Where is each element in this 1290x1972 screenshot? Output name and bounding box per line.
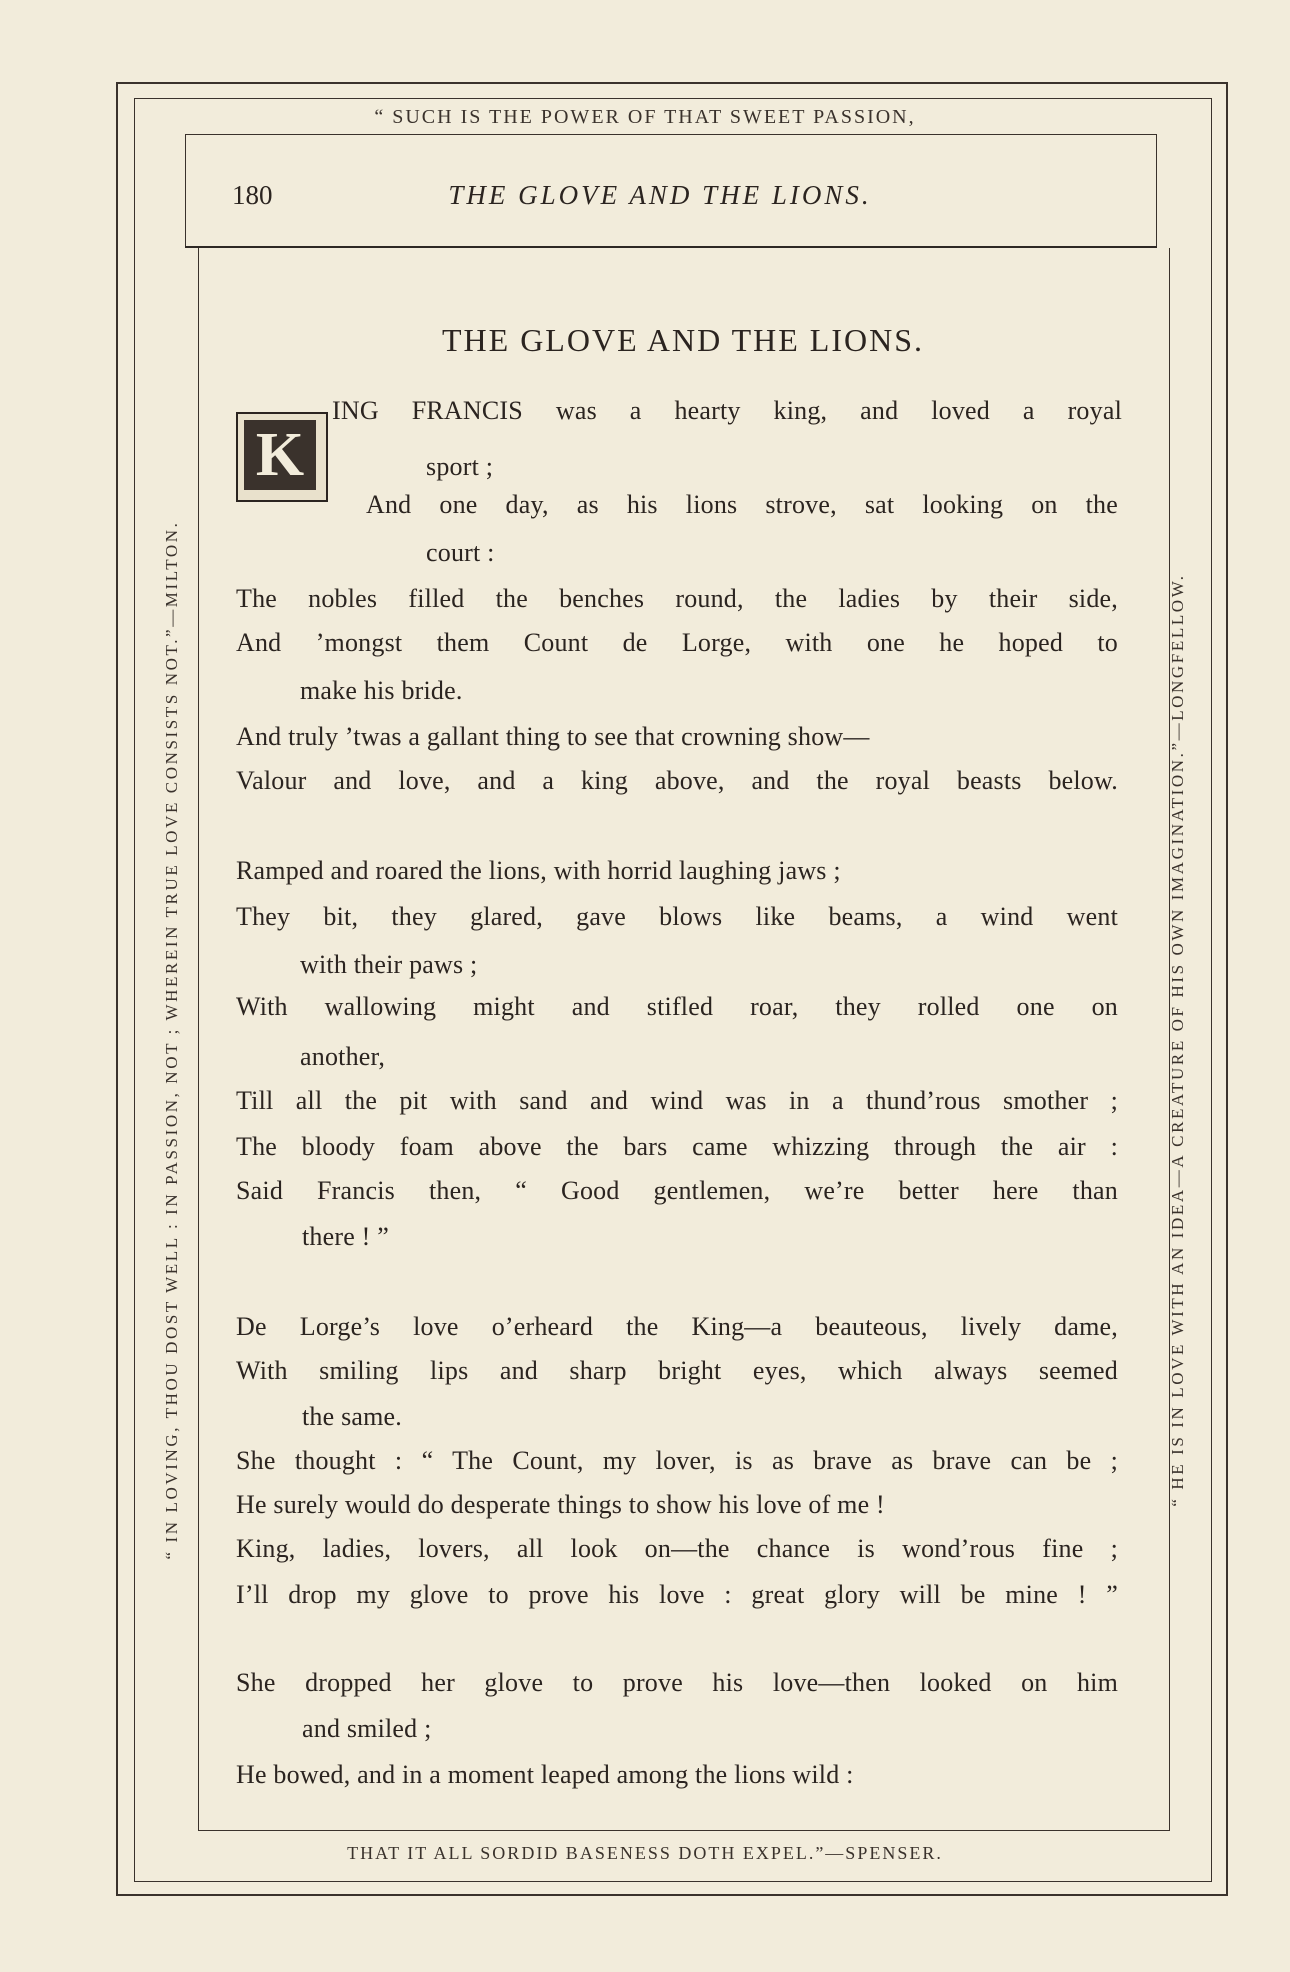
poem-line: She thought : “ The Count, my lover, is as brave as brave can be ;	[236, 1446, 1118, 1475]
poem-line: Said Francis then, “ Good gentlemen, we’re better here than	[236, 1176, 1118, 1205]
left-margin-quote: “ IN LOVING, THOU DOST WELL : IN PASSION, NOT ; WHEREIN TRUE LOVE CONSISTS NOT.”—MILTON.	[162, 520, 181, 1560]
poem-line: And truly ’twas a gallant thing to see that crowning show—	[236, 722, 870, 751]
poem-line: make his bride.	[300, 676, 463, 705]
poem-line: with their paws ;	[300, 950, 478, 979]
poem-line: With smiling lips and sharp bright eyes, which always seemed	[236, 1356, 1118, 1385]
poem-line: there ! ”	[302, 1222, 389, 1251]
poem-line: He surely would do desperate things to show his love of me !	[236, 1490, 885, 1519]
poem-title: THE GLOVE AND THE LIONS.	[441, 322, 925, 358]
page-number: 180	[232, 180, 273, 210]
poem-line: Ramped and roared the lions, with horrid laughing jaws ;	[236, 856, 841, 885]
poem-line: And ’mongst them Count de Lorge, with one he hoped to	[236, 628, 1118, 657]
poem-line: The nobles filled the benches round, the ladies by their side,	[236, 584, 1118, 613]
running-title: THE GLOVE AND THE LIONS.	[448, 180, 872, 210]
poem-line: ING FRANCIS was a hearty king, and loved a royal	[332, 396, 1122, 425]
poem-line: King, ladies, lovers, all look on—the chance is wond’rous fine ;	[236, 1534, 1118, 1563]
poem-line: With wallowing might and stifled roar, they rolled one on	[236, 992, 1118, 1021]
poem-line: Valour and love, and a king above, and the royal beasts below.	[236, 766, 1118, 795]
poem-line: the same.	[302, 1402, 402, 1431]
poem-line: De Lorge’s love o’erheard the King—a beauteous, lively dame,	[236, 1312, 1118, 1341]
poem-line: I’ll drop my glove to prove his love : great glory will be mine ! ”	[236, 1580, 1118, 1609]
poem-line: sport ;	[426, 452, 494, 481]
poem-line: The bloody foam above the bars came whizzing through the air :	[236, 1132, 1118, 1161]
bottom-margin-quote: THAT IT ALL SORDID BASENESS DOTH EXPEL.”—SPENSER.	[347, 1843, 943, 1863]
poem-line: and smiled ;	[302, 1714, 432, 1743]
drop-cap-letter: K	[244, 420, 316, 490]
poem-line: He bowed, and in a moment leaped among the lions wild :	[236, 1760, 854, 1789]
poem-line: They bit, they glared, gave blows like beams, a wind went	[236, 902, 1118, 931]
poem-line: And one day, as his lions strove, sat looking on the	[366, 490, 1118, 519]
poem-line: court :	[426, 538, 495, 567]
poem-line: another,	[300, 1042, 386, 1071]
poem-line: Till all the pit with sand and wind was in a thund’rous smother ;	[236, 1086, 1118, 1115]
poem-line: She dropped her glove to prove his love—then looked on him	[236, 1668, 1118, 1697]
right-margin-quote: “ HE IS IN LOVE WITH AN IDEA—A CREATURE OF HIS OWN IMAGINATION.”—LONGFELLOW.	[1168, 573, 1187, 1507]
top-margin-quote: “ SUCH IS THE POWER OF THAT SWEET PASSION,	[374, 106, 916, 128]
drop-cap	[236, 412, 328, 502]
